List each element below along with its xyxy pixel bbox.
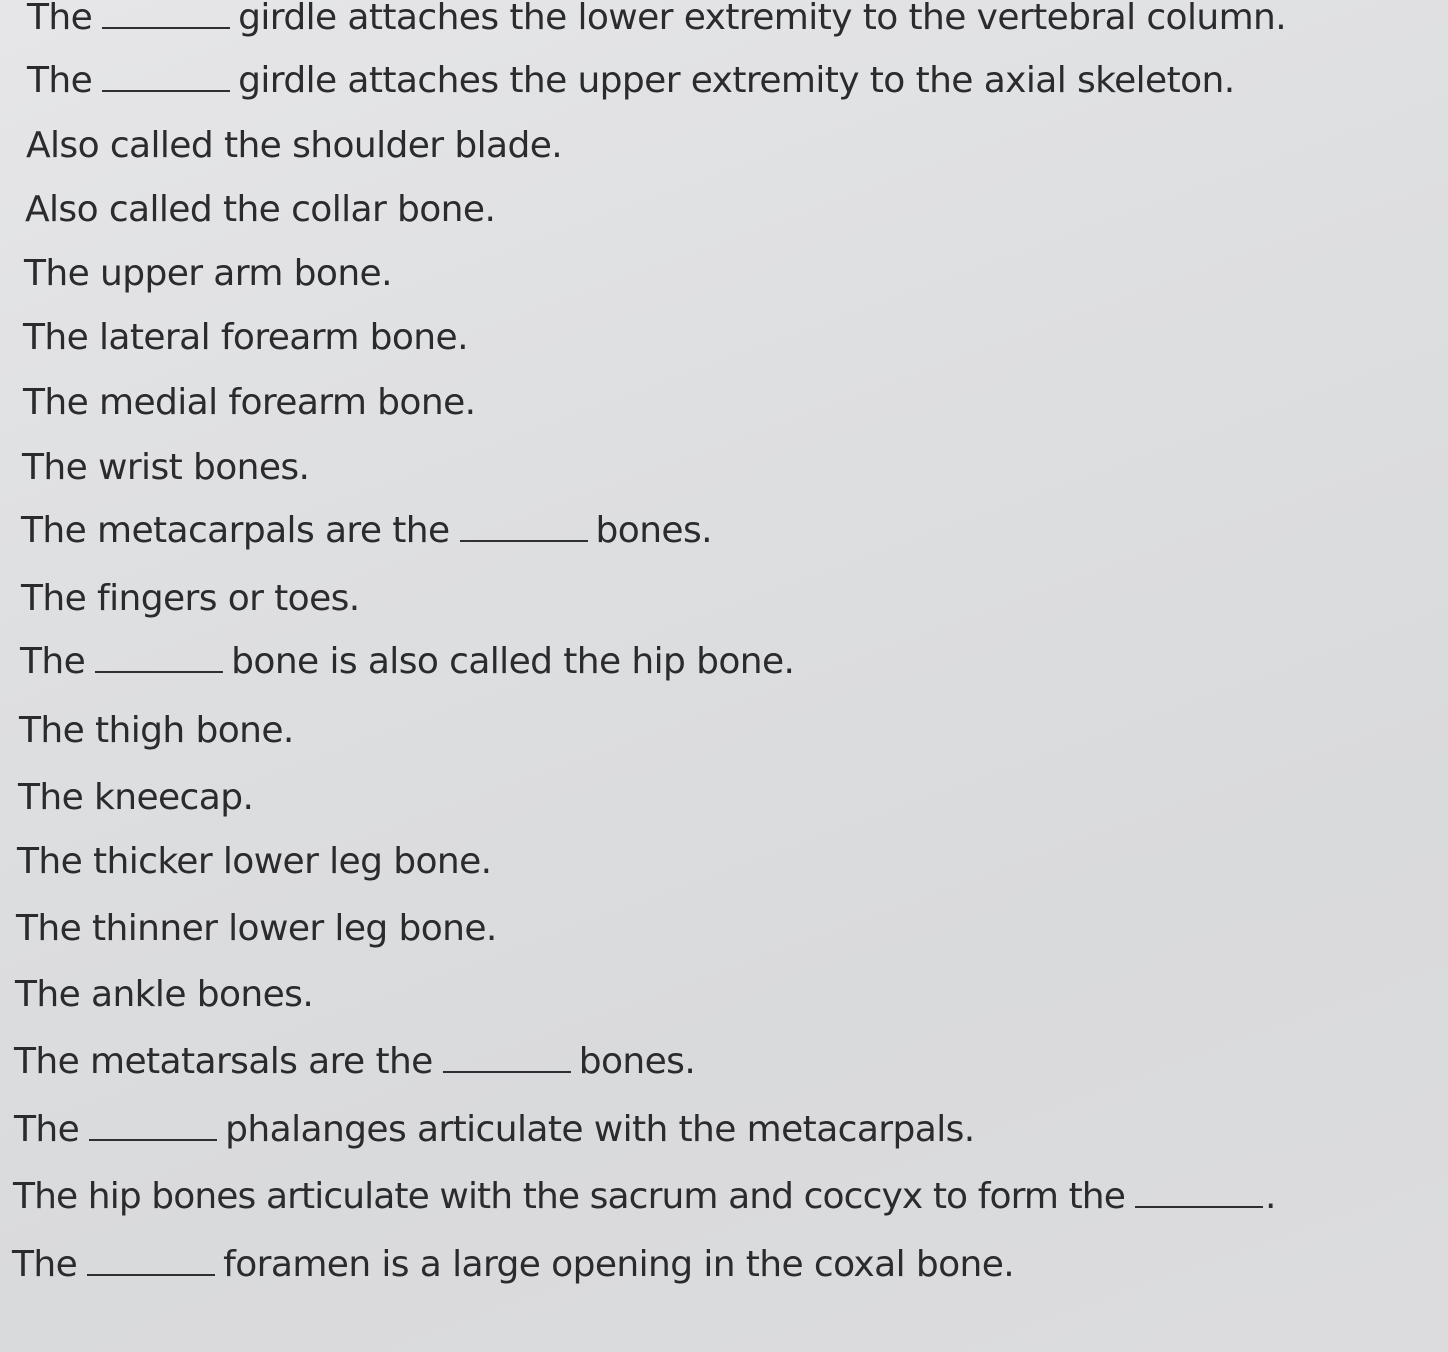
- item-20-after: foramen is a large opening in the coxal bone.: [223, 1244, 1015, 1285]
- item-16: [15, 973, 313, 1017]
- item-17-blank: [443, 1041, 571, 1073]
- item-7: [23, 381, 475, 425]
- item-1-after: girdle attaches the lower extremity to the vertebral column.: [238, 0, 1287, 38]
- item-19-blank: [1135, 1176, 1263, 1208]
- item-11-before: The: [20, 641, 86, 682]
- item-1-blank: [102, 0, 230, 29]
- item-19: [13, 1175, 1276, 1219]
- item-11-after: bone is also called the hip bone.: [231, 641, 795, 682]
- item-5: [24, 252, 392, 296]
- item-18-blank: [89, 1109, 217, 1141]
- item-15: [16, 907, 497, 951]
- item-19-after: .: [1264, 1176, 1276, 1217]
- item-2-before: The: [27, 60, 93, 101]
- item-11: [20, 640, 794, 684]
- item-2-blank: [102, 60, 230, 92]
- item-6: [23, 316, 468, 360]
- item-5-text: The upper arm bone.: [24, 253, 392, 294]
- item-14-text: The thicker lower leg bone.: [17, 841, 492, 882]
- item-20-before: The: [12, 1244, 78, 1285]
- item-3: [26, 124, 562, 168]
- item-4-text: Also called the collar bone.: [25, 189, 496, 230]
- item-14: [17, 840, 491, 884]
- item-2-after: girdle attaches the upper extremity to the axial skeleton.: [238, 60, 1235, 101]
- item-17: [14, 1040, 695, 1084]
- item-20-blank: [87, 1244, 215, 1276]
- item-9-after: bones.: [595, 510, 712, 551]
- item-10-text: The fingers or toes.: [21, 578, 360, 619]
- item-8-text: The wrist bones.: [22, 447, 310, 488]
- item-20: [12, 1243, 1014, 1287]
- item-6-text: The lateral forearm bone.: [23, 317, 468, 358]
- item-18-after: phalanges articulate with the metacarpals.: [225, 1109, 975, 1150]
- item-13: [18, 776, 253, 820]
- item-9-before: The metacarpals are the: [21, 510, 450, 551]
- item-16-text: The ankle bones.: [15, 974, 314, 1015]
- item-13-text: The kneecap.: [18, 777, 254, 818]
- item-17-before: The metatarsals are the: [14, 1041, 433, 1082]
- item-9-blank: [460, 510, 588, 542]
- item-19-before: The hip bones articulate with the sacrum and coccyx to form the: [13, 1176, 1125, 1217]
- item-15-text: The thinner lower leg bone.: [16, 908, 497, 949]
- item-12-text: The thigh bone.: [19, 710, 294, 751]
- item-10: [21, 577, 360, 621]
- item-9: [21, 509, 712, 553]
- item-8: [22, 446, 309, 490]
- item-1: [27, 0, 1286, 40]
- item-7-text: The medial forearm bone.: [23, 382, 476, 423]
- item-11-blank: [95, 641, 223, 673]
- item-2: [27, 59, 1235, 103]
- item-17-after: bones.: [578, 1041, 696, 1082]
- item-12: [19, 709, 294, 753]
- item-18: [14, 1108, 975, 1152]
- item-18-before: The: [14, 1109, 80, 1150]
- item-1-before: The: [27, 0, 93, 38]
- item-3-text: Also called the shoulder blade.: [26, 125, 563, 166]
- item-4: [25, 188, 495, 232]
